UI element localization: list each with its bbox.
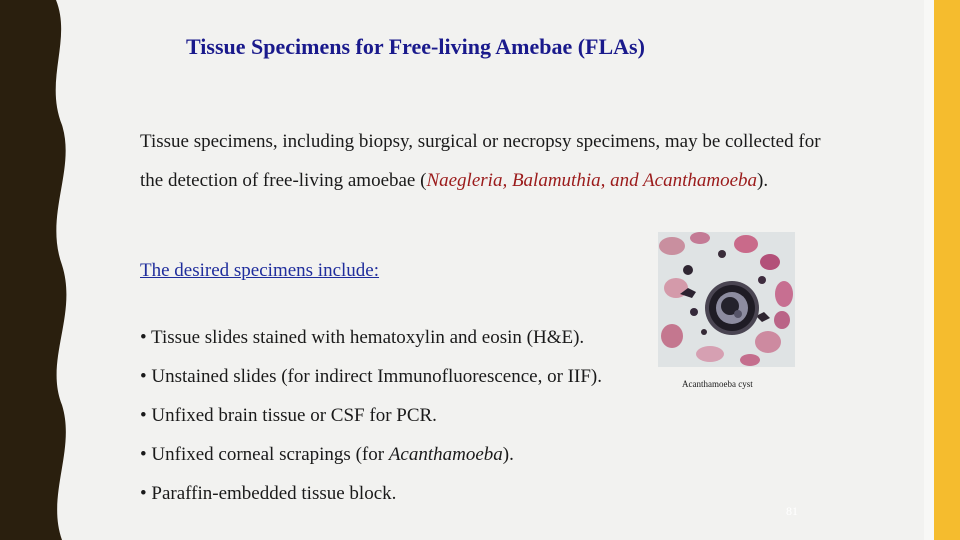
- page-number: 81: [786, 504, 798, 518]
- bullet-corneal-organism: Acanthamoeba: [388, 444, 503, 465]
- intro-text: Tissue specimens, including biopsy, surgical or necropsy specimens, may be collected for the detection of free-living amoebae (: [140, 131, 821, 191]
- intro-close: ).: [757, 170, 769, 191]
- decorative-left-band: [0, 0, 80, 540]
- acanthamoeba-cyst-micrograph: [658, 232, 795, 367]
- intro-comma: ,: [502, 170, 512, 191]
- right-border-gap: [924, 0, 934, 540]
- organism-naegleria: Naegleria: [426, 170, 503, 191]
- image-caption: Acanthamoeba cyst: [682, 379, 753, 389]
- specimen-list: [140, 318, 602, 513]
- bullet-he-slides: • Tissue slides stained with hematoxylin and eosin (H&E).: [140, 327, 585, 348]
- bullet-corneal-close: ).: [502, 444, 514, 465]
- bullet-corneal-scrapings: [140, 435, 602, 474]
- organism-balamuthia: Balamuthia: [511, 170, 601, 191]
- specimens-heading-link[interactable]: The desired specimens include:: [140, 260, 380, 281]
- intro-paragraph: [140, 122, 840, 200]
- bullet-paraffin-block: • Paraffin-embedded tissue block.: [140, 483, 397, 504]
- bullet-corneal-text: • Unfixed corneal scrapings (for: [140, 444, 389, 465]
- intro-and: , and: [600, 170, 644, 191]
- bullet-brain-csf: • Unfixed brain tissue or CSF for PCR.: [140, 405, 437, 426]
- bullet-unstained-slides: • Unstained slides (for indirect Immunofluorescence, or IIF).: [140, 366, 602, 387]
- right-accent-bar: [934, 0, 960, 540]
- slide-title: Tissue Specimens for Free-living Amebae (FLAs): [186, 34, 645, 59]
- organism-acanthamoeba: Acanthamoeba: [643, 170, 758, 191]
